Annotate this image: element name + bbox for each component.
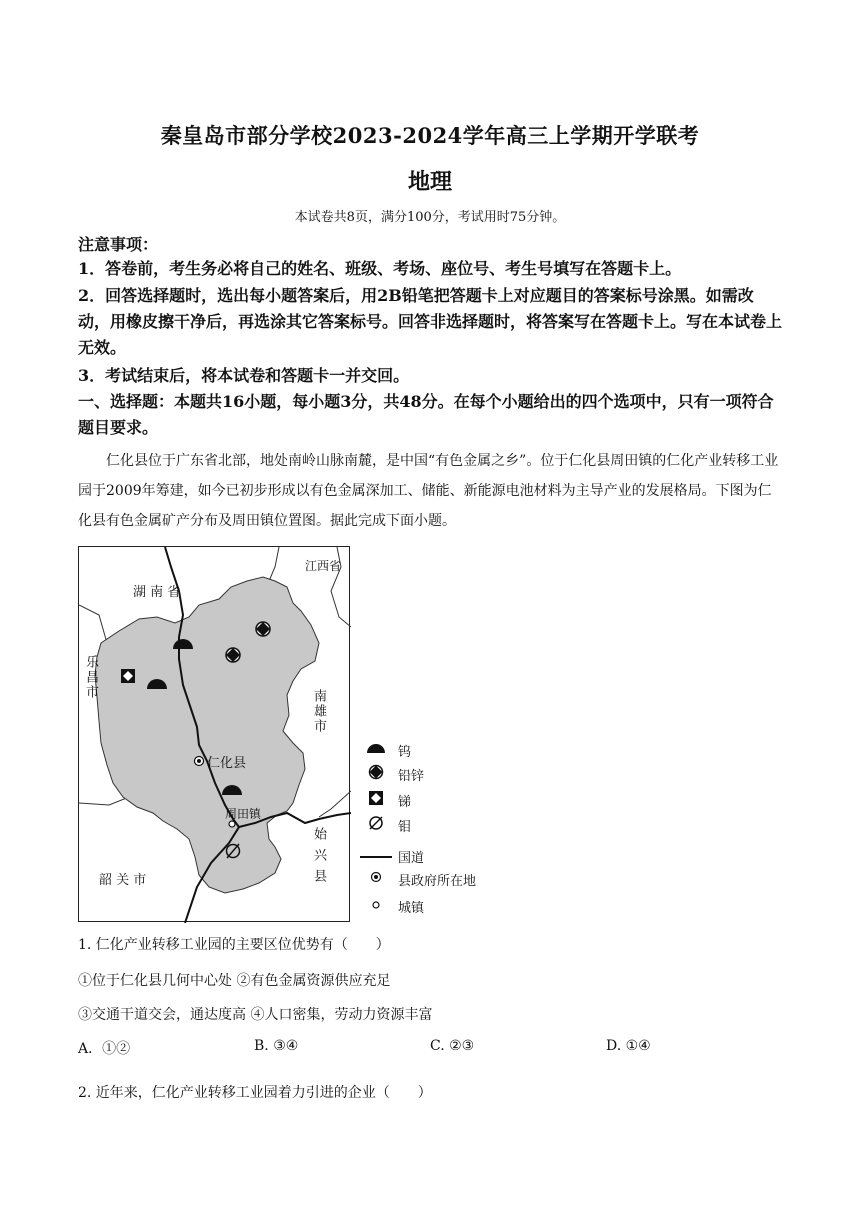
question-1-statement: ①位于仁化县几何中心处 ②有色金属资源供应充足 — [78, 973, 391, 989]
legend-label: 钨 — [398, 744, 412, 760]
subject-title: 地理 — [407, 169, 452, 195]
label-hunan: 湖 南 省 — [133, 585, 181, 600]
antimony-icon — [121, 669, 135, 683]
mineral-distribution-map — [78, 546, 350, 922]
option-c[interactable]: C. ②③ — [430, 1038, 475, 1054]
lead-zinc-icon — [370, 766, 383, 779]
option-b[interactable]: B. ③④ — [254, 1038, 299, 1054]
label-shixing: 始兴县 — [311, 827, 326, 890]
legend-label: 铅锌 — [398, 768, 425, 784]
legend-county-seat — [360, 869, 476, 889]
label-shaoguan: 韶 关 市 — [99, 873, 147, 888]
section-heading: 一、选择题：本题共16小题，每小题3分，共48分。在每个小题给出的四个选项中，只有一项符合题目要求。 — [78, 392, 774, 437]
legend-tungsten — [360, 740, 411, 760]
label-zhoutian: 周田镇 — [225, 807, 262, 821]
legend-label: 城镇 — [398, 900, 425, 916]
label-jiangxi: 江西省 — [305, 559, 342, 573]
legend-lead-zinc — [360, 764, 424, 784]
exam-info: 本试卷共8页，满分100分，考试用时75分钟。 — [294, 210, 566, 225]
county-seat-icon — [195, 757, 204, 766]
lead-zinc-icon — [256, 622, 270, 636]
label-lechang: 乐昌市 — [83, 655, 98, 700]
renhua-county-area — [95, 577, 319, 893]
boundary-line — [79, 605, 107, 643]
legend-label: 县政府所在地 — [398, 873, 477, 889]
exam-title: 秦皇岛市部分学校2023-2024学年高三上学期开学联考 — [160, 123, 700, 148]
legend-label: 国道 — [398, 850, 425, 866]
legend-antimony — [360, 790, 411, 810]
legend-label: 钼 — [398, 819, 412, 835]
antimony-icon — [369, 791, 383, 805]
option-d[interactable]: D. ①④ — [606, 1038, 651, 1054]
question-1-stem: 1. 仁化产业转移工业园的主要区位优势有（ ） — [78, 937, 390, 953]
note-item-2: 2．回答选择题时，选出每小题答案后，用2B铅笔把答题卡上对应题目的答案标号涂黑。如需改动，用橡皮擦干净后，再选涂其它答案标号。回答非选择题时，将答案写在答题卡上。写在本试卷上无效。 — [78, 286, 783, 357]
legend-label: 锑 — [398, 794, 412, 810]
notes-heading: 注意事项： — [78, 235, 159, 254]
question-1-statement: ③交通干道交会，通达度高 ④人口密集，劳动力资源丰富 — [78, 1007, 433, 1023]
town-icon — [373, 902, 379, 908]
boundary-line — [269, 547, 279, 581]
label-nanxiong: 南雄市 — [311, 689, 326, 734]
note-item-1: 1．答卷前，考生务必将自己的姓名、班级、考场、座位号、考生号填写在答题卡上。 — [78, 259, 682, 278]
legend-road — [360, 846, 424, 866]
legend-town — [360, 896, 424, 916]
label-renhua: 仁化县 — [207, 756, 247, 771]
note-item-3: 3．考试结束后，将本试卷和答题卡一并交回。 — [78, 366, 410, 385]
molybdenum-icon — [370, 817, 382, 829]
reading-passage: 仁化县位于广东省北部，地处南岭山脉南麓，是中国“有色金属之乡”。位于仁化县周田镇的仁化产业转移工业园于2009年筹建，如今已初步形成以有色金属深加工、储能、新能源电池材料为主导产业的发展格局。下图为仁化县有色金属矿产分布及周田镇位置图。据此完成下面小题。 — [78, 453, 779, 529]
boundary-line — [79, 797, 129, 805]
tungsten-icon — [367, 744, 385, 753]
option-a[interactable]: A．①② — [78, 1041, 131, 1057]
lead-zinc-icon — [226, 648, 240, 662]
question-2-stem: 2. 近年来，仁化产业转移工业园着力引进的企业（ ） — [78, 1085, 432, 1101]
legend-molybdenum — [360, 815, 411, 835]
county-seat-icon — [372, 873, 381, 882]
